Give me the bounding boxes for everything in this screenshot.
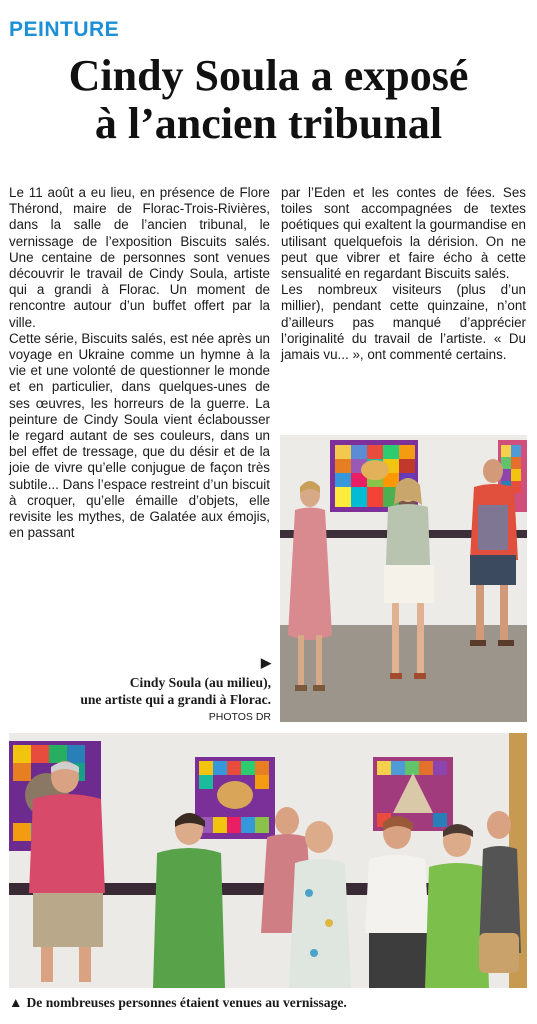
paragraph: Cette série, Biscuits salés, est née après un voyage en Ukraine comme un hymne à la vie et une volonté de questionner le monde et en particulier, dans quelques-unes de ses œuvres, les horreurs de la guerre. La peinture de Cindy Soula vient éclabousser le regard autant de ses couleurs, dans un bel effet de tressage, que du désir et de la joie de vivre qu’elle conjugue de façon très subtile... Dans l’espace restreint d’un biscuit à croquer, qu’elle émaille d’objets, elle revisite les mythes, de Galatée aux émojis, en passant: [9, 330, 270, 541]
caption-line-2: une artiste qui a grandi à Florac.: [80, 692, 271, 707]
headline-line-2: à l’ancien tribunal: [94, 99, 443, 148]
section-rubric: PEINTURE: [9, 18, 120, 41]
photo-crowd: [9, 733, 527, 988]
article-column-2: [281, 185, 526, 363]
photo-caption-1: [9, 656, 271, 726]
painting: [373, 757, 453, 831]
paragraph: par l’Eden et les contes de fées. Ses toiles sont accompagnées de textes poétiques qui exaltent la gourmandise en utilisant quelquefois la dérision. On ne peut que vibrer et faire écho à cette sensualité en regardant Biscuits salés.: [281, 185, 526, 282]
article-column-1: [9, 185, 270, 541]
caption-line-1: Cindy Soula (au milieu),: [129, 675, 271, 690]
photo-credit: PHOTOS DR: [208, 711, 271, 723]
paragraph: Les nombreux visiteurs (plus d’un millier), pendant cette quinzaine, n’ont d’ailleurs pas manqué d’apprécier l’originalité du travail de l’artiste. « Du jamais vu... », ont commenté certains.: [281, 282, 526, 363]
photo-caption-2: [9, 995, 529, 1011]
caption-arrow-up-icon: ▲: [9, 995, 23, 1010]
photo-artist: [280, 435, 527, 722]
painting: [195, 757, 275, 839]
photo-crowd-illustration: [9, 733, 527, 988]
paragraph: Le 11 août a eu lieu, en présence de Flore Thérond, maire de Florac-Trois-Rivières, dans la salle de l’ancien tribunal, le vernissage de l’exposition Biscuits salés. Une centaine de personnes sont venues découvrir le travail de Cindy Soula, artiste qui a grandi à Florac. Un moment de rencontre autour d’un buffet offert par la ville.: [9, 185, 270, 330]
article-headline: [0, 52, 537, 148]
caption-arrow-icon: ▶: [261, 655, 271, 670]
headline-line-1: Cindy Soula a exposé: [68, 51, 469, 100]
photo-artist-illustration: [280, 435, 527, 722]
caption-text: De nombreuses personnes étaient venues au vernissage.: [26, 995, 347, 1010]
